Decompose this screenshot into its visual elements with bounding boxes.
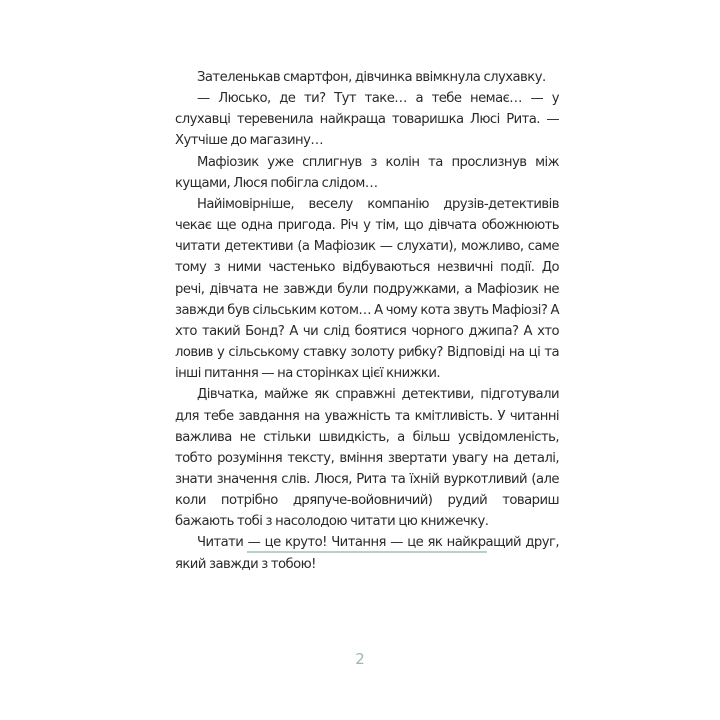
paragraph-mafiozik: Мафіозик уже сплигнув з колін та прослизнув між кущами, Люся побігла слідом… — [175, 154, 559, 191]
paragraph-reading-cool: Читати — це круто! Читання — це як найкращий друг, який завжди з тобою! — [175, 535, 559, 572]
paragraph-phone-call: Зателенькав смартфон, дівчинка ввімкнула слухавку. — [197, 70, 546, 85]
page-number: 2 — [355, 650, 365, 668]
body-text — [175, 67, 559, 575]
paragraph-dialogue: — Люсько, де ти? Тут таке… а тебе немає… — у слухавці теревенила найкраща товаришка Люсі Рита. — Хутчіше до магазину… — [175, 91, 559, 149]
decorative-divider — [247, 551, 487, 553]
paragraph-tasks: Дівчатка, майже як справжні детективи, підготували для тебе завдання на уважність та кмітливість. У читанні важлива не стільки швидкість, а більш усвідомленість, тобто розуміння тексту, вміння звертати увагу на деталі, знати значення слів. Люся, Рита та їхній вуркотливий (але коли потрібно дряпуче-войовничий) рудий товариш бажають тобі з насолодою читати цю книжечку. — [175, 387, 559, 530]
paragraph-adventure: Найімовірніше, веселу компанію друзів-детективів чекає ще одна пригода. Річ у тім, що дівчата обожнюють читати детективи (а Мафіозик — слухати), можливо, саме тому з ними частенько відбуваються незвичні події. До речі, дівчата не завжди були подружками, а Мафіозик не завжди був сільським котом… А чому кота звуть Мафіозі? А хто такий Бонд? А чи слід боятися чорного джипа? А хто ловив у сільському ставку золоту рибку? Відповіді на ці та інші питання — на сторінках цієї книжки. — [175, 196, 559, 382]
